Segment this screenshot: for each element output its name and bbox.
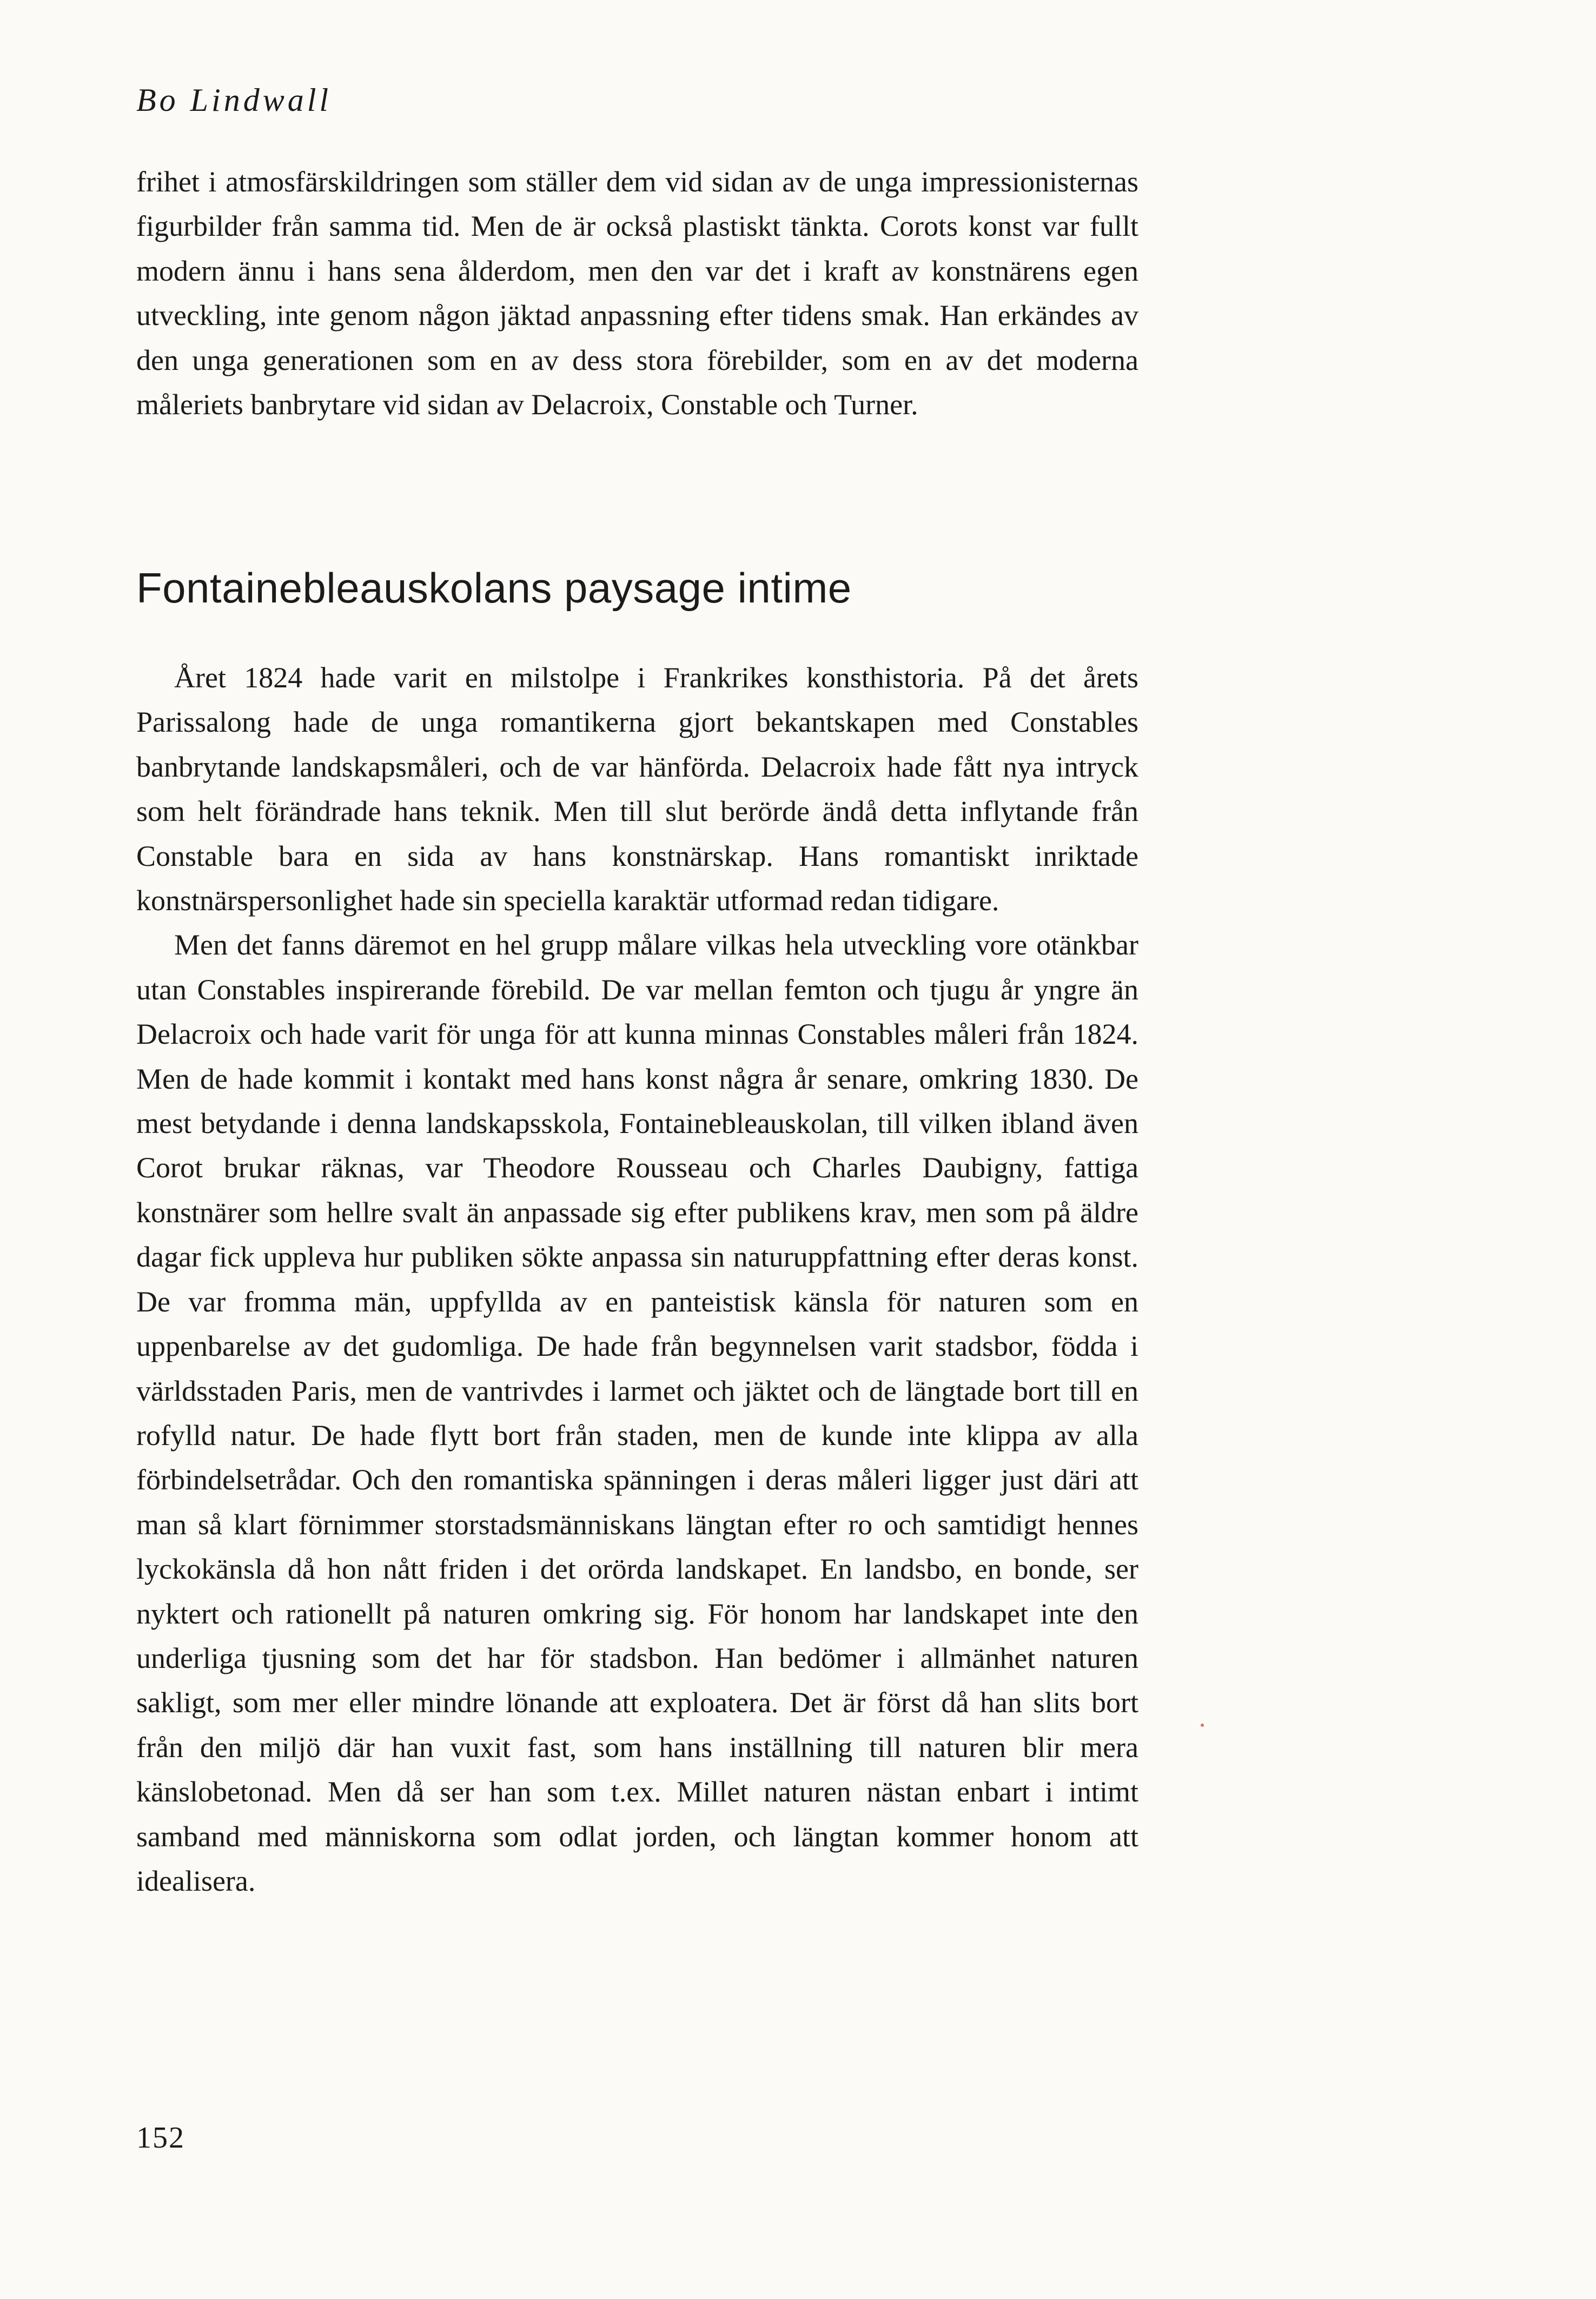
intro-paragraph: frihet i atmosfärskildringen som ställer dem vid sidan av de unga impressionisternas figurbilder från samma tid. Men de är också plastiskt tänkta. Corots konst var fullt modern ännu i hans sena ålderdom, men den var det i kraft av konstnärens egen utveckling, inte genom någon jäktad anpassning efter tidens smak. Han erkändes av den unga generationen som en av dess stora förebilder, som en av det moderna måleriets banbrytare vid sidan av Delacroix, Constable och Turner. [136, 165, 1138, 421]
section-paragraph-1: Året 1824 hade varit en milstolpe i Frankrikes konsthistoria. På det årets Parissalong hade de unga romantikerna gjort bekantskapen med Constables banbrytande landskapsmåleri, och de var hänförda. Delacroix hade fått nya intryck som helt förändrade hans teknik. Men till slut berörde ändå detta inflytande från Constable bara en sida av hans konstnärskap. Hans romantiskt inriktade konstnärspersonlighet hade sin speciella karaktär utformad redan tidigare. [136, 661, 1138, 917]
section-heading: Fontainebleauskolans paysage intime [136, 564, 852, 612]
section-text-block [136, 655, 1138, 1903]
running-head-author: Bo Lindwall [136, 82, 332, 118]
page-number: 152 [136, 2121, 185, 2155]
intro-text-block [136, 160, 1138, 427]
section-paragraph-2: Men det fanns däremot en hel grupp målare vilkas hela utveckling vore otänkbar utan Constables inspirerande förebild. De var mellan femton och tjugu år yngre än Delacroix och hade varit för unga för att kunna minnas Constables måleri från 1824. Men de hade kommit i kontakt med hans konst några år senare, omkring 1830. De mest betydande i denna landskapsskola, Fontainebleauskolan, till vilken ibland även Corot brukar räknas, var Theodore Rousseau och Charles Daubigny, fattiga konstnärer som hellre svalt än anpassade sig efter publikens krav, men som på äldre dagar fick uppleva hur publiken sökte anpassa sin naturuppfattning efter deras konst. De var fromma män, uppfyllda av en panteistisk känsla för naturen som en uppenbarelse av det gudomliga. De hade från begynnelsen varit stadsbor, födda i världsstaden Paris, men de vantrivdes i larmet och jäktet och de längtade bort till en rofylld natur. De hade flytt bort från staden, men de kunde inte klippa av alla förbindelsetrådar. Och den romantiska spänningen i deras måleri ligger just däri att man så klart förnimmer storstadsmänniskans längtan efter ro och samtidigt hennes lyckokänsla då hon nått friden i det orörda landskapet. En landsbo, en bonde, ser nyktert och rationellt på naturen omkring sig. För honom har landskapet inte den underliga tjusning som det har för stadsbon. Han bedömer i allmänhet naturen sakligt, som mer eller mindre lönande att exploatera. Det är först då han slits bort från den miljö där han vuxit fast, som hans inställning till naturen blir mera känslobetonad. Men då ser han som t.ex. Millet naturen nästan enbart i intimt samband med människorna som odlat jorden, och längtan kommer honom att idealisera. [136, 929, 1138, 1897]
ink-speck [1201, 1724, 1204, 1727]
